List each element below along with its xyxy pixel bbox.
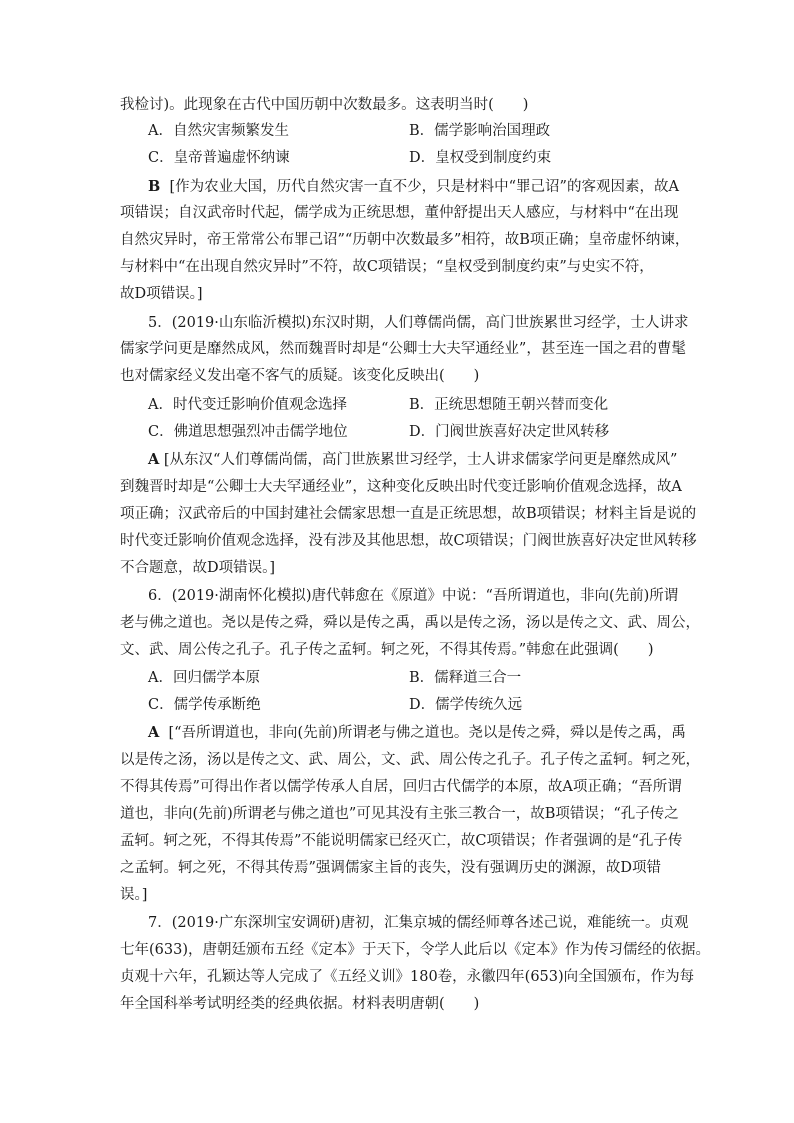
q6-explanation-line-3: 不得其传焉”可得出作者以儒学传承人自居，回归古代儒学的本原，故A项正确；“吾所谓 — [120, 779, 682, 795]
q5-stem-line-2: 儒家学问更是靡然成风，然而魏晋时却是“公卿士大夫罕通经业”，甚至连一国之君的曹髦 — [120, 341, 686, 357]
q5-explanation-line-3: 项正确；汉武帝后的中国封建社会儒家思想一直是正统思想，故B项错误；材料主旨是说的 — [120, 506, 697, 522]
q5-explanation-line-4: 时代变迁影响价值观念选择，没有涉及其他思想，故C项错误；门阀世族喜好决定世风转移 — [120, 533, 697, 549]
q4-explanation-line-3: 自然灾异时，帝王常常公布罪己诏”“历朝中次数最多”相符，故B项正确；皇帝虚怀纳谏， — [120, 232, 690, 248]
q6-option-a: A．回归儒学本原 — [148, 670, 260, 686]
q7-stem-line-3: 贞观十六年，孔颖达等人完成了《五经义训》180卷，永徽四年(653)向全国颁布，作为每 — [120, 969, 695, 985]
q4-stem-tail: 我检讨)。此现象在古代中国历朝中次数最多。这表明当时( ) — [120, 97, 529, 113]
q4-explanation-line-4: 与材料中“在出现自然灾异时”不符，故C项错误；“皇权受到制度约束”与史实不符， — [120, 259, 654, 275]
q4-explanation-line-1: B [作为农业大国，历代自然灾害一直不少，只是材料中“罪己诏”的客观因素，故A — [148, 178, 679, 195]
q5-explanation-line-2: 到魏晋时却是“公卿士大夫罕通经业”，这种变化反映出时代变迁影响价值观念选择，故A — [120, 479, 682, 495]
q4-explanation-line-2: 项错误；自汉武帝时代起，儒学成为正统思想，董仲舒提出天人感应，与材料中“在出现 — [120, 205, 679, 221]
q6-explanation-line-4: 道也，非向(先前)所谓老与佛之道也”可见其没有主张三教合一，故B项错误；“孔子传之 — [120, 806, 679, 822]
q6-stem-line-1: 6．(2019·湖南怀化模拟)唐代韩愈在《原道》中说：“吾所谓道也，非向(先前)所谓 — [148, 588, 679, 604]
q6-explanation-line-2: 以是传之汤，汤以是传之文、武、周公，文、武、周公传之孔子。孔子传之孟轲。轲之死， — [120, 752, 700, 768]
q6-option-d: D．儒学传统久远 — [409, 697, 523, 713]
q5-option-a: A．时代变迁影响价值观念选择 — [148, 397, 347, 413]
q4-explanation-line-5: 故D项错误。] — [120, 286, 203, 302]
q6-explanation-line-6: 之孟轲。轲之死，不得其传焉”强调儒家主旨的丧失，没有强调历史的渊源，故D项错 — [120, 860, 662, 876]
q6-explanation-line-1: A [“吾所谓道也，非向(先前)所谓老与佛之道也。尧以是传之舜，舜以是传之禹，禹 — [148, 724, 686, 741]
q5-explanation-line-1: A [从东汉“人们尊儒尚儒，高门世族累世习经学，士人讲求儒家学问更是靡然成风” — [148, 451, 678, 468]
q6-explanation-line-5: 孟轲。轲之死，不得其传焉”不能说明儒家已经灭亡，故C项错误；作者强调的是“孔子传 — [120, 833, 683, 849]
q5-option-d: D．门阀世族喜好决定世风转移 — [409, 424, 610, 440]
q4-option-a: A．自然灾害频繁发生 — [148, 123, 289, 139]
q6-explanation-line-7: 误。] — [120, 887, 148, 903]
q7-stem-line-4: 年全国科举考试明经类的经典依据。材料表明唐朝( ) — [120, 996, 480, 1012]
q4-option-c: C．皇帝普遍虚怀纳谏 — [148, 150, 290, 166]
q6-stem-line-3: 文、武、周公传之孔子。孔子传之孟轲。轲之死，不得其传焉。”韩愈在此强调( ) — [120, 642, 654, 658]
q5-option-b: B．正统思想随王朝兴替而变化 — [409, 397, 609, 413]
q5-stem-line-3: 也对儒家经义发出毫不客气的质疑。该变化反映出( ) — [120, 368, 480, 384]
q7-stem-line-1: 7．(2019·广东深圳宝安调研)唐初，汇集京城的儒经师尊各述己说，难能统一。贞观 — [148, 915, 689, 931]
q5-option-c: C．佛道思想强烈冲击儒学地位 — [148, 424, 348, 440]
q4-option-b: B．儒学影响治国理政 — [409, 123, 551, 139]
q6-answer: A — [148, 724, 160, 741]
q5-answer: A — [148, 451, 160, 468]
q6-stem-line-2: 老与佛之道也。尧以是传之舜，舜以是传之禹，禹以是传之汤，汤以是传之文、武、周公， — [120, 615, 700, 631]
q7-stem-line-2: 七年(633)，唐朝廷颁布五经《定本》于天下，令学人此后以《定本》作为传习儒经的依据。 — [120, 942, 710, 958]
q5-explanation-line-5: 不合题意，故D项错误。] — [120, 560, 276, 576]
q4-answer: B — [148, 178, 161, 195]
q6-option-b: B．儒释道三合一 — [409, 670, 522, 686]
q6-option-c: C．儒学传承断绝 — [148, 697, 261, 713]
q4-option-d: D．皇权受到制度约束 — [409, 150, 552, 166]
q5-stem-line-1: 5．(2019·山东临沂模拟)东汉时期，人们尊儒尚儒，高门世族累世习经学，士人讲求 — [148, 315, 689, 331]
